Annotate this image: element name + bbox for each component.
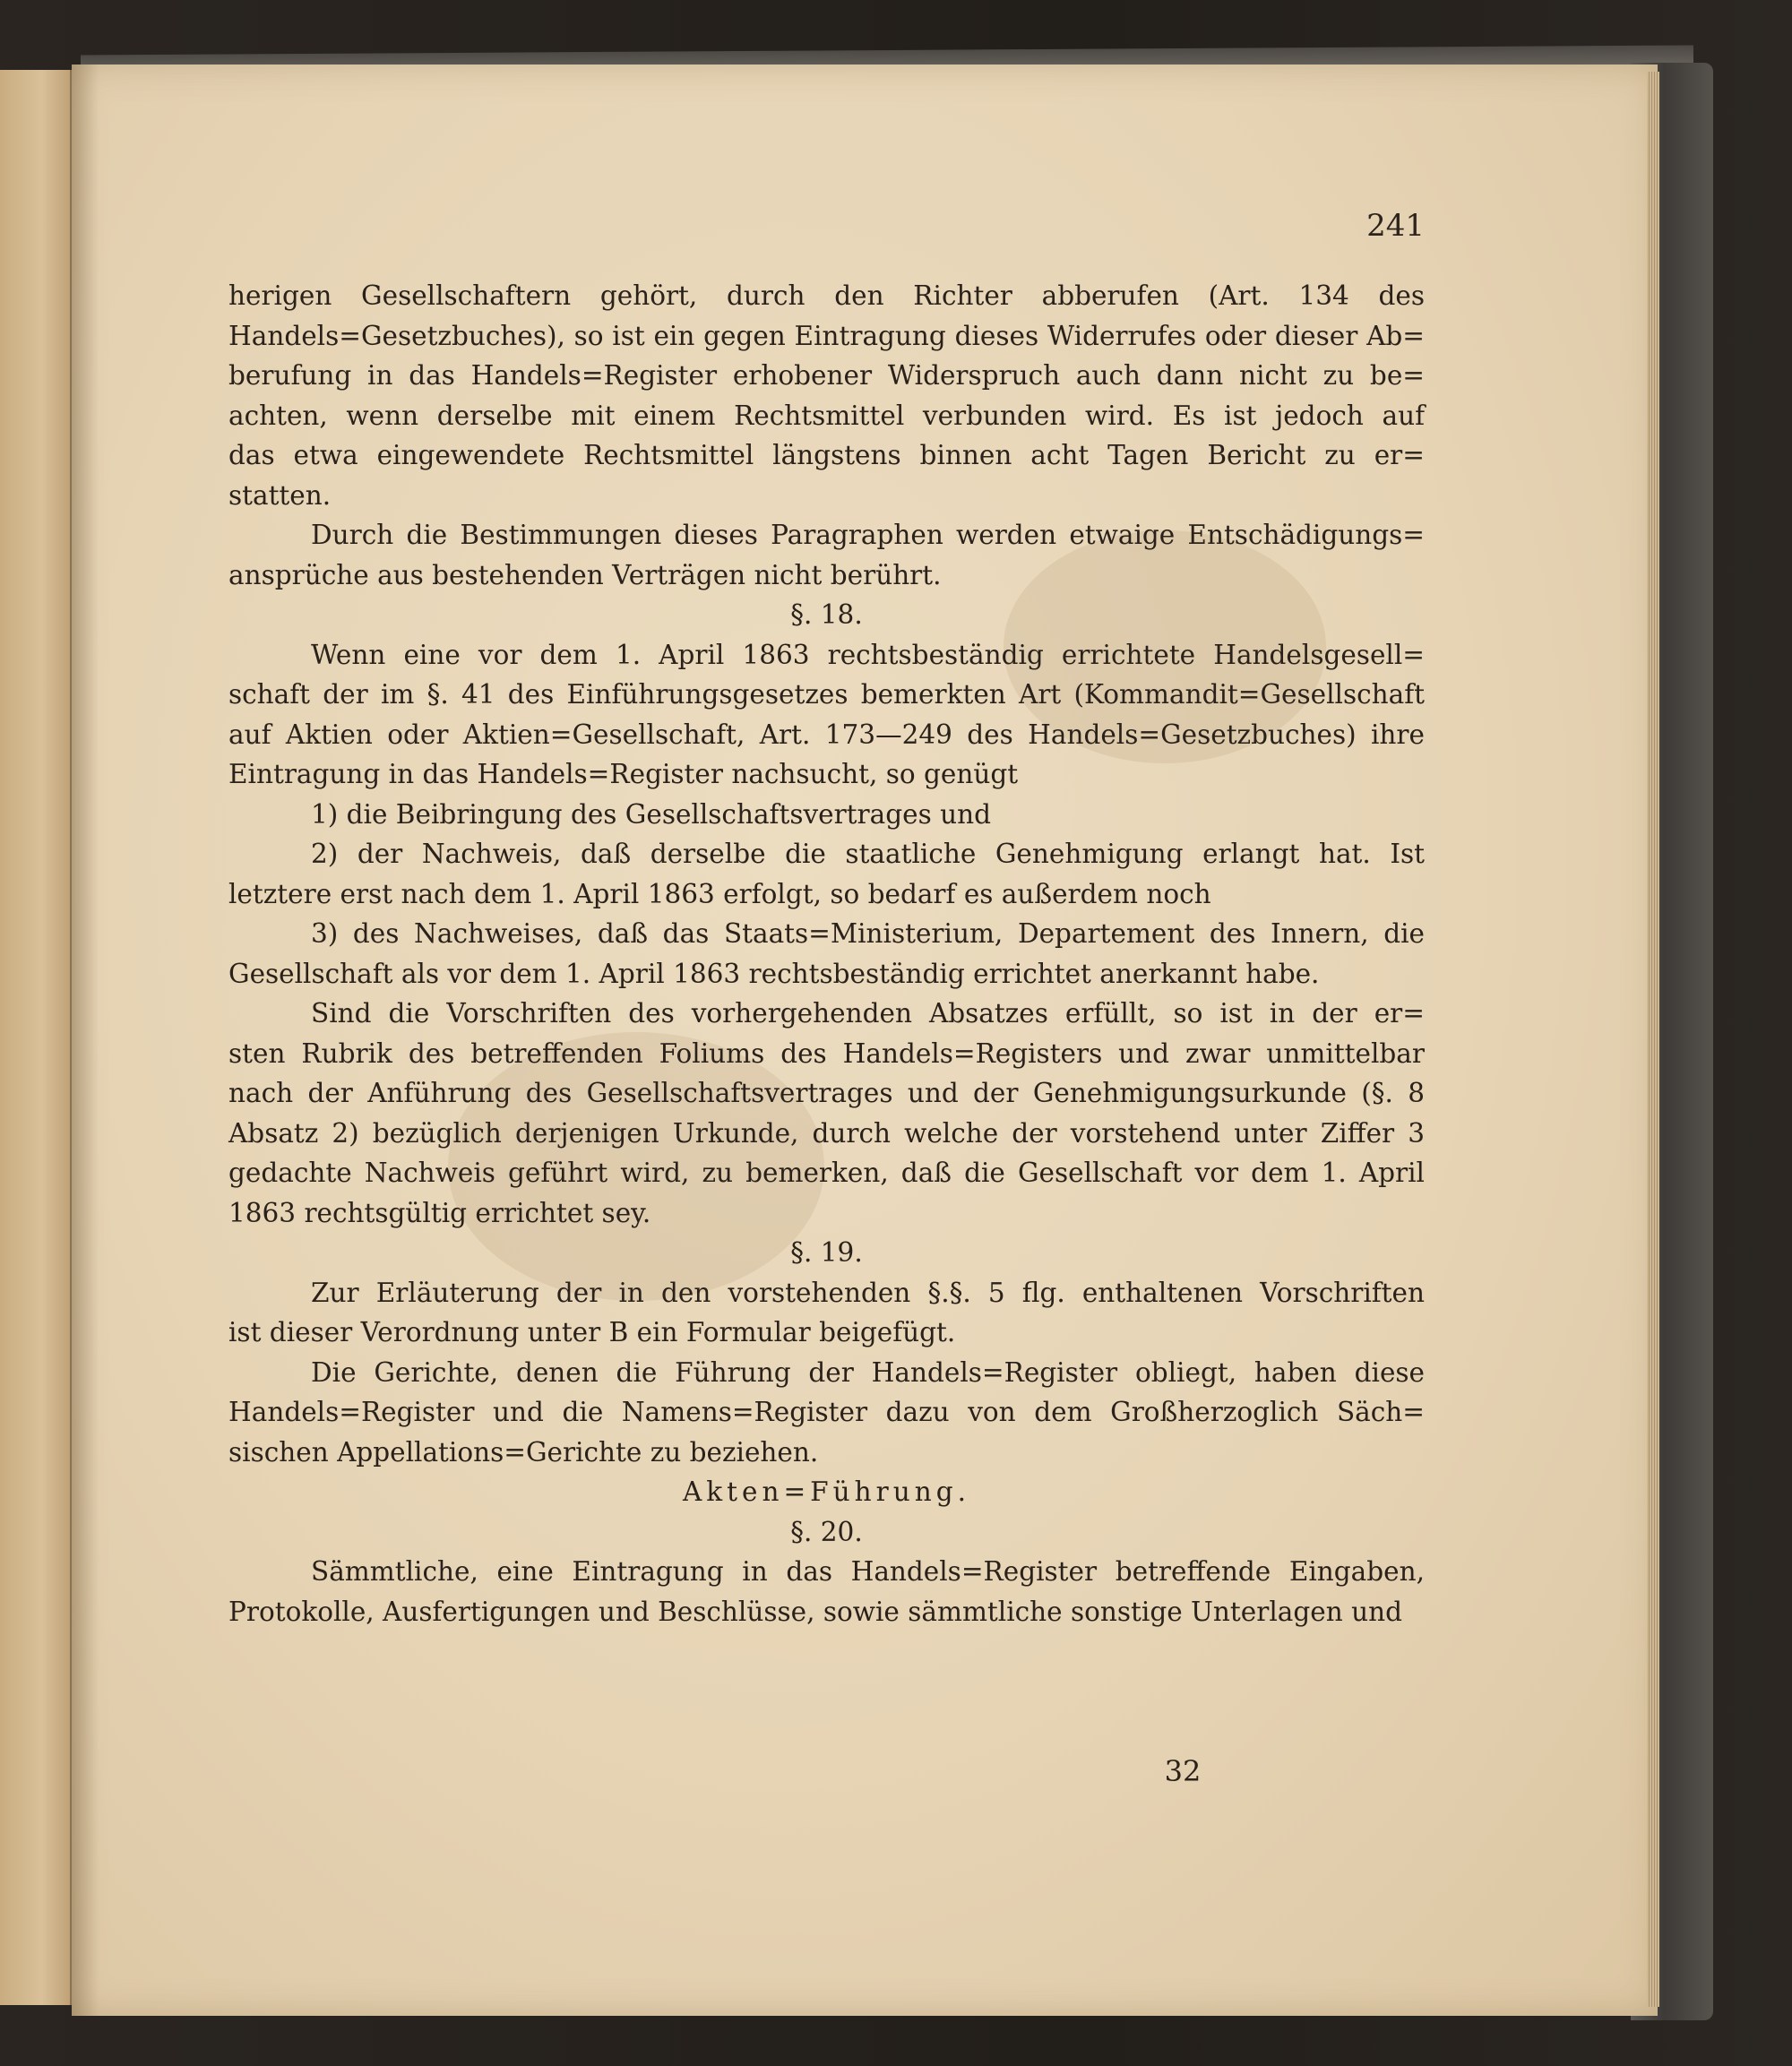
paragraph-heading: §. 18. — [790, 599, 863, 630]
page-number: 241 — [1366, 208, 1425, 244]
text-line: ist dieser Verordnung unter B ein Formular beigefügt. — [228, 1317, 956, 1347]
text-line: Zur Erläuterung der in den vorstehenden §.§. 5 flg. enthaltenen Vorschriften — [311, 1277, 1425, 1308]
text-line: Gesellschaft als vor dem 1. April 1863 rechtsbeständig errichtet anerkannt habe. — [228, 958, 1320, 989]
text-line: achten, wenn derselbe mit einem Rechtsmittel verbunden wird. Es ist jedoch auf — [228, 400, 1425, 431]
text-line: schaft der im §. 41 des Einführungsgesetzes bemerkten Art (Kommandit=Gesellschaft — [228, 679, 1425, 710]
text-line: statten. — [228, 479, 332, 511]
text-line: Protokolle, Ausfertigungen und Beschlüsse, sowie sämmtliche sonstige Unterlagen und — [228, 1596, 1402, 1627]
page-gutter-shadow — [72, 65, 99, 2016]
facing-page-edge — [0, 70, 72, 2005]
text-line: Absatz 2) bezüglich derjenigen Urkunde, durch welche der vorstehend unter Ziffer 3 — [228, 1117, 1425, 1149]
text-line: 3) des Nachweises, daß das Staats=Ministerium, Departement des Innern, die — [311, 918, 1425, 949]
text-line: 2) der Nachweis, daß derselbe die staatliche Genehmigung erlangt hat. Ist — [311, 839, 1425, 869]
paragraph-heading: §. 19. — [790, 1237, 863, 1268]
text-line: 1863 rechtsgültig errichtet sey. — [228, 1197, 651, 1228]
paragraph-heading: §. 20. — [790, 1516, 863, 1547]
text-line: nach der Anführung des Gesellschaftsvertrages und der Genehmigungsurkunde (§. 8 — [228, 1078, 1425, 1108]
text-line: Handels=Register und die Namens=Register dazu von dem Großherzoglich Säch= — [228, 1397, 1425, 1427]
text-line: Handels=Gesetzbuches), so ist ein gegen Eintragung dieses Widerrufes oder dieser Ab= — [228, 320, 1425, 351]
section-heading: Akten=Führung. — [682, 1476, 971, 1507]
text-line: das etwa eingewendete Rechtsmittel längstens binnen acht Tagen Bericht zu er= — [228, 440, 1425, 470]
text-line: gedachte Nachweis geführt wird, zu bemerken, daß die Gesellschaft vor dem 1. April — [228, 1158, 1425, 1188]
text-line: letztere erst nach dem 1. April 1863 erfolgt, so bedarf es außerdem noch — [228, 878, 1211, 909]
page-body-text — [228, 276, 1425, 1631]
text-line: sischen Appellations=Gerichte zu beziehen. — [228, 1436, 819, 1468]
text-line: Die Gerichte, denen die Führung der Handels=Register obliegt, haben diese — [311, 1356, 1425, 1388]
text-line: Wenn eine vor dem 1. April 1863 rechtsbeständig errichtete Handelsgesell= — [311, 639, 1425, 670]
text-line: Sämmtliche, eine Eintragung in das Handels=Register betreffende Eingaben, — [311, 1556, 1425, 1587]
text-line: Sind die Vorschriften des vorhergehenden Absatzes erfüllt, so ist in der er= — [311, 998, 1425, 1029]
text-line: berufung in das Handels=Register erhobener Widerspruch auch dann nicht zu be= — [228, 360, 1425, 391]
signature-mark: 32 — [1164, 1754, 1202, 1788]
text-line: Durch die Bestimmungen dieses Paragraphen werden etwaige Entschädigungs= — [311, 520, 1425, 550]
text-line: Eintragung in das Handels=Register nachsucht, so genügt — [228, 759, 1019, 789]
text-line: ansprüche aus bestehenden Verträgen nicht berührt. — [228, 559, 942, 590]
text-line: sten Rubrik des betreffenden Foliums des Handels=Registers und zwar unmittelbar — [228, 1037, 1425, 1069]
page-stack-edges — [1647, 72, 1659, 2007]
text-line: herigen Gesellschaftern gehört, durch den Richter abberufen (Art. 134 des — [228, 280, 1425, 311]
text-line: 1) die Beibringung des Gesellschaftsvertrages und — [311, 798, 991, 830]
text-line: auf Aktien oder Aktien=Gesellschaft, Art. 173—249 des Handels=Gesetzbuches) ihre — [228, 719, 1425, 750]
